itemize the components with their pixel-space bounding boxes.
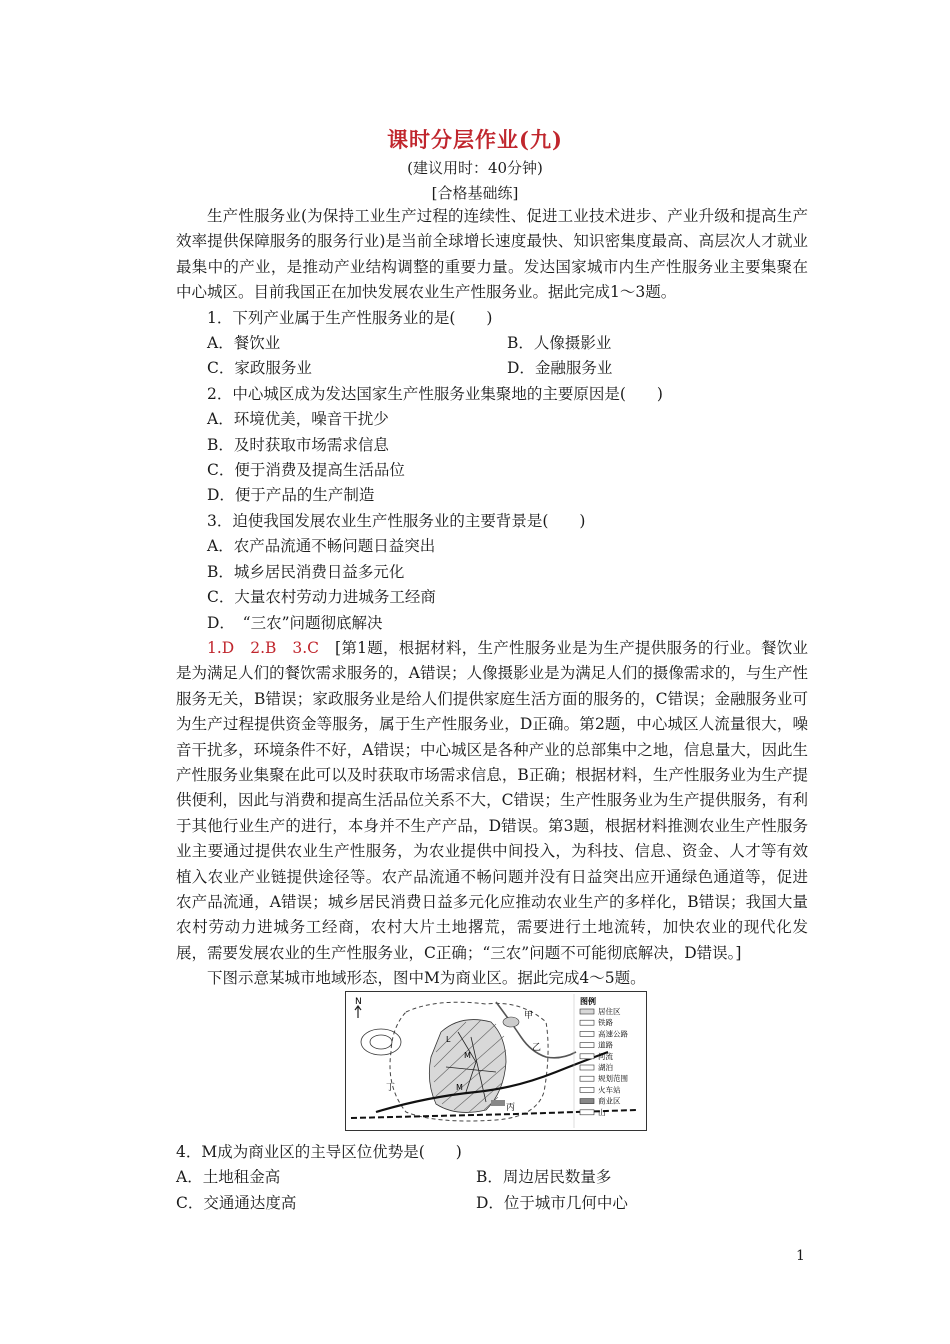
question-1-options-row-2 — [176, 356, 808, 381]
legend-swatch — [580, 1110, 594, 1115]
q1-option-d: D．金融服务业 — [507, 359, 613, 378]
legend-swatch — [580, 1020, 594, 1025]
legend-item-label: 居住区 — [598, 1007, 621, 1016]
label-m-1: M — [464, 1051, 471, 1060]
q4-option-b: B．周边居民数量多 — [476, 1168, 612, 1187]
question-4-block — [176, 1140, 808, 1216]
q3-option-d: D． “三农”问题彻底解决 — [207, 613, 383, 632]
hill-contour-inner — [370, 1035, 392, 1049]
legend-swatch — [580, 1087, 594, 1092]
legend-title: 图例 — [580, 996, 596, 1006]
page-title: 课时分层作业(九) — [387, 127, 563, 152]
q3-option-b: B．城乡居民消费日益多元化 — [207, 562, 405, 581]
legend-item-label: 规划范围 — [598, 1074, 628, 1084]
question-1-stem: 1．下列产业属于生产性服务业的是( ) — [207, 308, 493, 327]
legend-swatch — [580, 1065, 594, 1070]
page-number: 1 — [796, 1248, 805, 1264]
legend-swatch — [580, 1043, 594, 1048]
question-3-stem: 3．迫使我国发展农业生产性服务业的主要背景是( ) — [207, 511, 586, 530]
label-yi: 乙 — [532, 1043, 542, 1053]
legend-swatch — [580, 1031, 594, 1036]
hill-contour — [361, 1029, 401, 1055]
label-l: L — [446, 1035, 451, 1044]
q2-option-d: D．便于产品的生产制造 — [207, 486, 375, 505]
question-4-options-row-1 — [176, 1165, 808, 1190]
q3-option-c: C．大量农村劳动力进城务工经商 — [207, 588, 436, 607]
legend-item-label: 湖泊 — [598, 1063, 613, 1072]
north-label: N — [355, 997, 362, 1007]
city-map-figure — [345, 991, 647, 1131]
question-1-options-row-1 — [176, 331, 808, 356]
question-4-options-row-2 — [176, 1191, 808, 1216]
main-content — [176, 204, 808, 992]
q4-option-c: C．交通通达度高 — [176, 1193, 297, 1212]
legend-list — [580, 1006, 628, 1117]
answer-explanation — [176, 636, 808, 966]
label-jia: 甲 — [524, 1011, 534, 1021]
q2-option-b: B．及时获取市场需求信息 — [207, 435, 389, 454]
label-ding: 丁 — [386, 1083, 396, 1093]
city-map-svg — [346, 992, 646, 1130]
time-suggestion: (建议用时：40分钟) — [407, 159, 543, 177]
legend-item-label: 道路 — [598, 1040, 613, 1050]
q4-option-a: A．土地租金高 — [176, 1168, 281, 1187]
q2-option-a: A．环境优美，噪音干扰少 — [207, 410, 389, 429]
train-station — [491, 1100, 505, 1106]
legend-item-label: 铁路 — [598, 1018, 613, 1028]
legend-swatch — [580, 1054, 594, 1059]
legend-item-label: 高速公路 — [598, 1029, 628, 1039]
question-4-stem: 4．M成为商业区的主导区位优势是( ) — [176, 1143, 462, 1161]
q4-option-d: D．位于城市几何中心 — [476, 1193, 628, 1212]
q2-option-c: C．便于消费及提高生活品位 — [207, 461, 405, 480]
legend-item-label: 河流 — [598, 1051, 613, 1061]
material-paragraph-2: 下图示意某城市地域形态，图中M为商业区。据此完成4～5题。 — [207, 969, 646, 988]
legend-item-label: 火车站 — [598, 1085, 621, 1095]
label-m-2: M — [456, 1083, 463, 1092]
material-paragraph-1: 生产性服务业(为保持工业生产过程的连续性、促进工业技术进步、产业升级和提高生产效率提供保障服务的服务行业)是当前全球增长速度最快、知识密集度最高、高层次人才就业最集中的产业，是推动产业结构调整的重要力量。发达国家城市内生产性服务业主要集聚在中心城区。目前我国正在加快发展农业生产性服务业。据此完成1～3题。 — [176, 207, 808, 302]
legend-item-label: 商业区 — [598, 1096, 621, 1106]
q1-option-c: C．家政服务业 — [207, 359, 312, 378]
q1-option-a: A．餐饮业 — [207, 334, 281, 353]
lake-shape — [503, 1017, 519, 1027]
answer-keys: 1.D 2.B 3.C — [207, 638, 320, 657]
section-heading: [合格基础练] — [431, 184, 519, 202]
legend-swatch — [580, 1009, 594, 1014]
q3-option-a: A．农产品流通不畅问题日益突出 — [207, 537, 436, 556]
legend-item-label: 山 — [598, 1107, 606, 1117]
legend-swatch — [580, 1099, 594, 1104]
legend-swatch — [580, 1076, 594, 1081]
q1-option-b: B．人像摄影业 — [507, 334, 612, 353]
answer-text: [第1题，根据材料，生产性服务业是为生产提供服务的行业。餐饮业是为满足人们的餐饮需求服务的，A错误；人像摄影业是为满足人们的摄像需求的，与生产性服务无关，B错误；家政服务业是给人们提供家庭生活方面的服务的，C错误；金融服务业可为生产过程提供资金等服务，属于生产性服务业，D正确。第2题，中心城区人流量很大，噪音干扰多，环境条件不好，A错误；中心城区是各种产业的总部集中之地，信息量大，因此生产性服务业集聚在此可以及时获取市场需求信息，B正确；根据材料，生产性服务业为生产提供便利，因此与消费和提高生活品位关系不大，C错误；生产性服务业为生产提供服务，有利于其他行业生产的进行，本身并不生产产品，D错误。第3题，根据材料推测农业生产性服务业主要通过提供农业生产性服务，为农业提供中间投入，为科技、信息、资金、人才等有效植入农业产业链提供途径等。农产品流通不畅问题并没有日益突出应开通绿色通道等，促进农产品流通，A错误；城乡居民消费日益多元化应推动农业生产的多样化，B错误；我国大量农村劳动力进城务工经商，农村大片土地撂荒，需要进行土地流转，加快农业的现代化发展，需要发展农业的生产性服务业，C正确；“三农”问题不可能彻底解决，D错误。] — [176, 638, 808, 962]
question-2-stem: 2．中心城区成为发达国家生产性服务业集聚地的主要原因是( ) — [207, 384, 663, 403]
label-bing: 丙 — [506, 1103, 516, 1113]
north-arrow-icon — [355, 1006, 361, 1018]
